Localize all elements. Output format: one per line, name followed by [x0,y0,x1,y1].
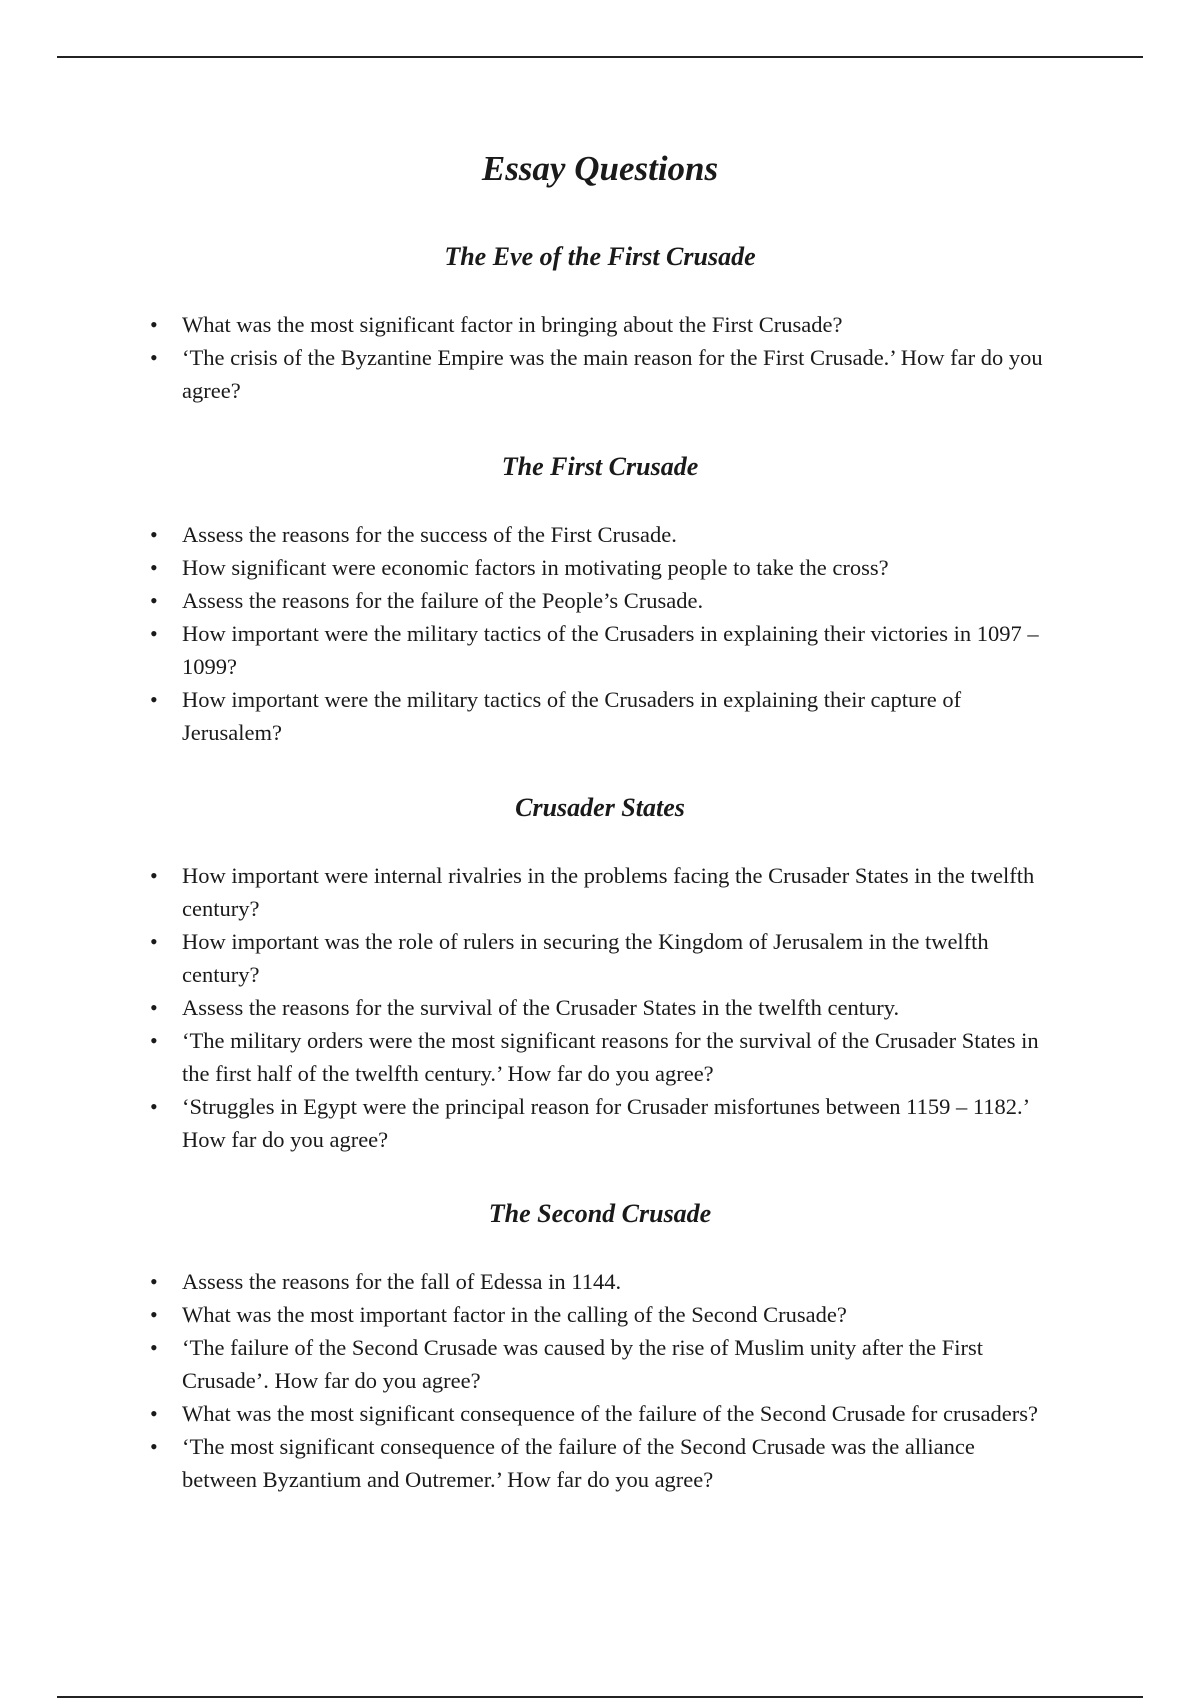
bullet-icon: • [150,863,158,889]
question-text: ‘The failure of the Second Crusade was caused by the rise of Muslim unity after the First Crusade’. How far do you agree? [182,1335,984,1394]
question-text: ‘Struggles in Egypt were the principal reason for Crusader misfortunes between 1159 – 1182.’ How far do you agree? [182,1094,1029,1153]
question-item [150,991,1052,1024]
question-item [150,859,1052,925]
bullet-icon: • [150,1269,158,1295]
section-heading: The First Crusade [501,452,699,481]
bullet-icon: • [150,1302,158,1328]
question-text: Assess the reasons for the survival of the Crusader States in the twelfth century. [182,995,900,1021]
question-list [0,859,1200,1156]
question-item [150,551,1052,584]
question-list [0,1265,1200,1496]
question-item [150,1024,1052,1090]
question-text: Assess the reasons for the failure of the People’s Crusade. [182,588,704,614]
bullet-icon: • [150,1028,158,1054]
question-item [150,1397,1052,1430]
bullet-icon: • [150,621,158,647]
question-text: How important were internal rivalries in the problems facing the Crusader States in the twelfth century? [182,863,1035,922]
bullet-icon: • [150,1335,158,1361]
question-item [150,1298,1052,1331]
question-list [0,518,1200,749]
question-text: ‘The most significant consequence of the failure of the Second Crusade was the alliance between Byzantium and Outremer.’ How far do you agree? [182,1434,975,1493]
section-first-crusade [0,451,1200,749]
question-item [150,1331,1052,1397]
question-text: What was the most important factor in the calling of the Second Crusade? [182,1302,847,1328]
question-text: Assess the reasons for the fall of Edessa in 1144. [182,1269,622,1295]
section-heading: Crusader States [515,793,685,822]
bullet-icon: • [150,929,158,955]
question-item [150,1265,1052,1298]
question-item [150,518,1052,551]
top-rule [57,56,1143,58]
section-heading: The Eve of the First Crusade [444,242,756,271]
question-item [150,584,1052,617]
bullet-icon: • [150,1434,158,1460]
question-text: How significant were economic factors in motivating people to take the cross? [182,555,889,581]
section-crusader-states [0,792,1200,1156]
section-eve-of-first-crusade [0,241,1200,407]
question-item [150,1090,1052,1156]
question-item [150,308,1052,341]
bullet-icon: • [150,312,158,338]
bullet-icon: • [150,687,158,713]
bullet-icon: • [150,555,158,581]
bullet-icon: • [150,1094,158,1120]
question-text: ‘The military orders were the most significant reasons for the survival of the Crusader States in the first half of the twelfth century.’ How far do you agree? [182,1028,1039,1087]
question-text: ‘The crisis of the Byzantine Empire was the main reason for the First Crusade.’ How far do you agree? [182,345,1043,404]
bullet-icon: • [150,588,158,614]
question-item [150,683,1052,749]
question-text: Assess the reasons for the success of the First Crusade. [182,522,677,548]
section-second-crusade [0,1198,1200,1496]
question-text: What was the most significant consequence of the failure of the Second Crusade for crusaders? [182,1401,1038,1427]
question-text: What was the most significant factor in bringing about the First Crusade? [182,312,843,338]
bullet-icon: • [150,522,158,548]
bottom-rule [57,1696,1143,1698]
question-item [150,1430,1052,1496]
page-title: Essay Questions [481,149,719,188]
question-text: How important were the military tactics of the Crusaders in explaining their victories in 1097 – 1099? [182,621,1039,680]
bullet-icon: • [150,1401,158,1427]
bullet-icon: • [150,995,158,1021]
question-text: How important were the military tactics of the Crusaders in explaining their capture of Jerusalem? [182,687,962,746]
question-text: How important was the role of rulers in securing the Kingdom of Jerusalem in the twelfth century? [182,929,989,988]
section-heading: The Second Crusade [488,1199,712,1228]
bullet-icon: • [150,345,158,371]
question-list [0,308,1200,407]
question-item [150,341,1052,407]
question-item [150,925,1052,991]
question-item [150,617,1052,683]
